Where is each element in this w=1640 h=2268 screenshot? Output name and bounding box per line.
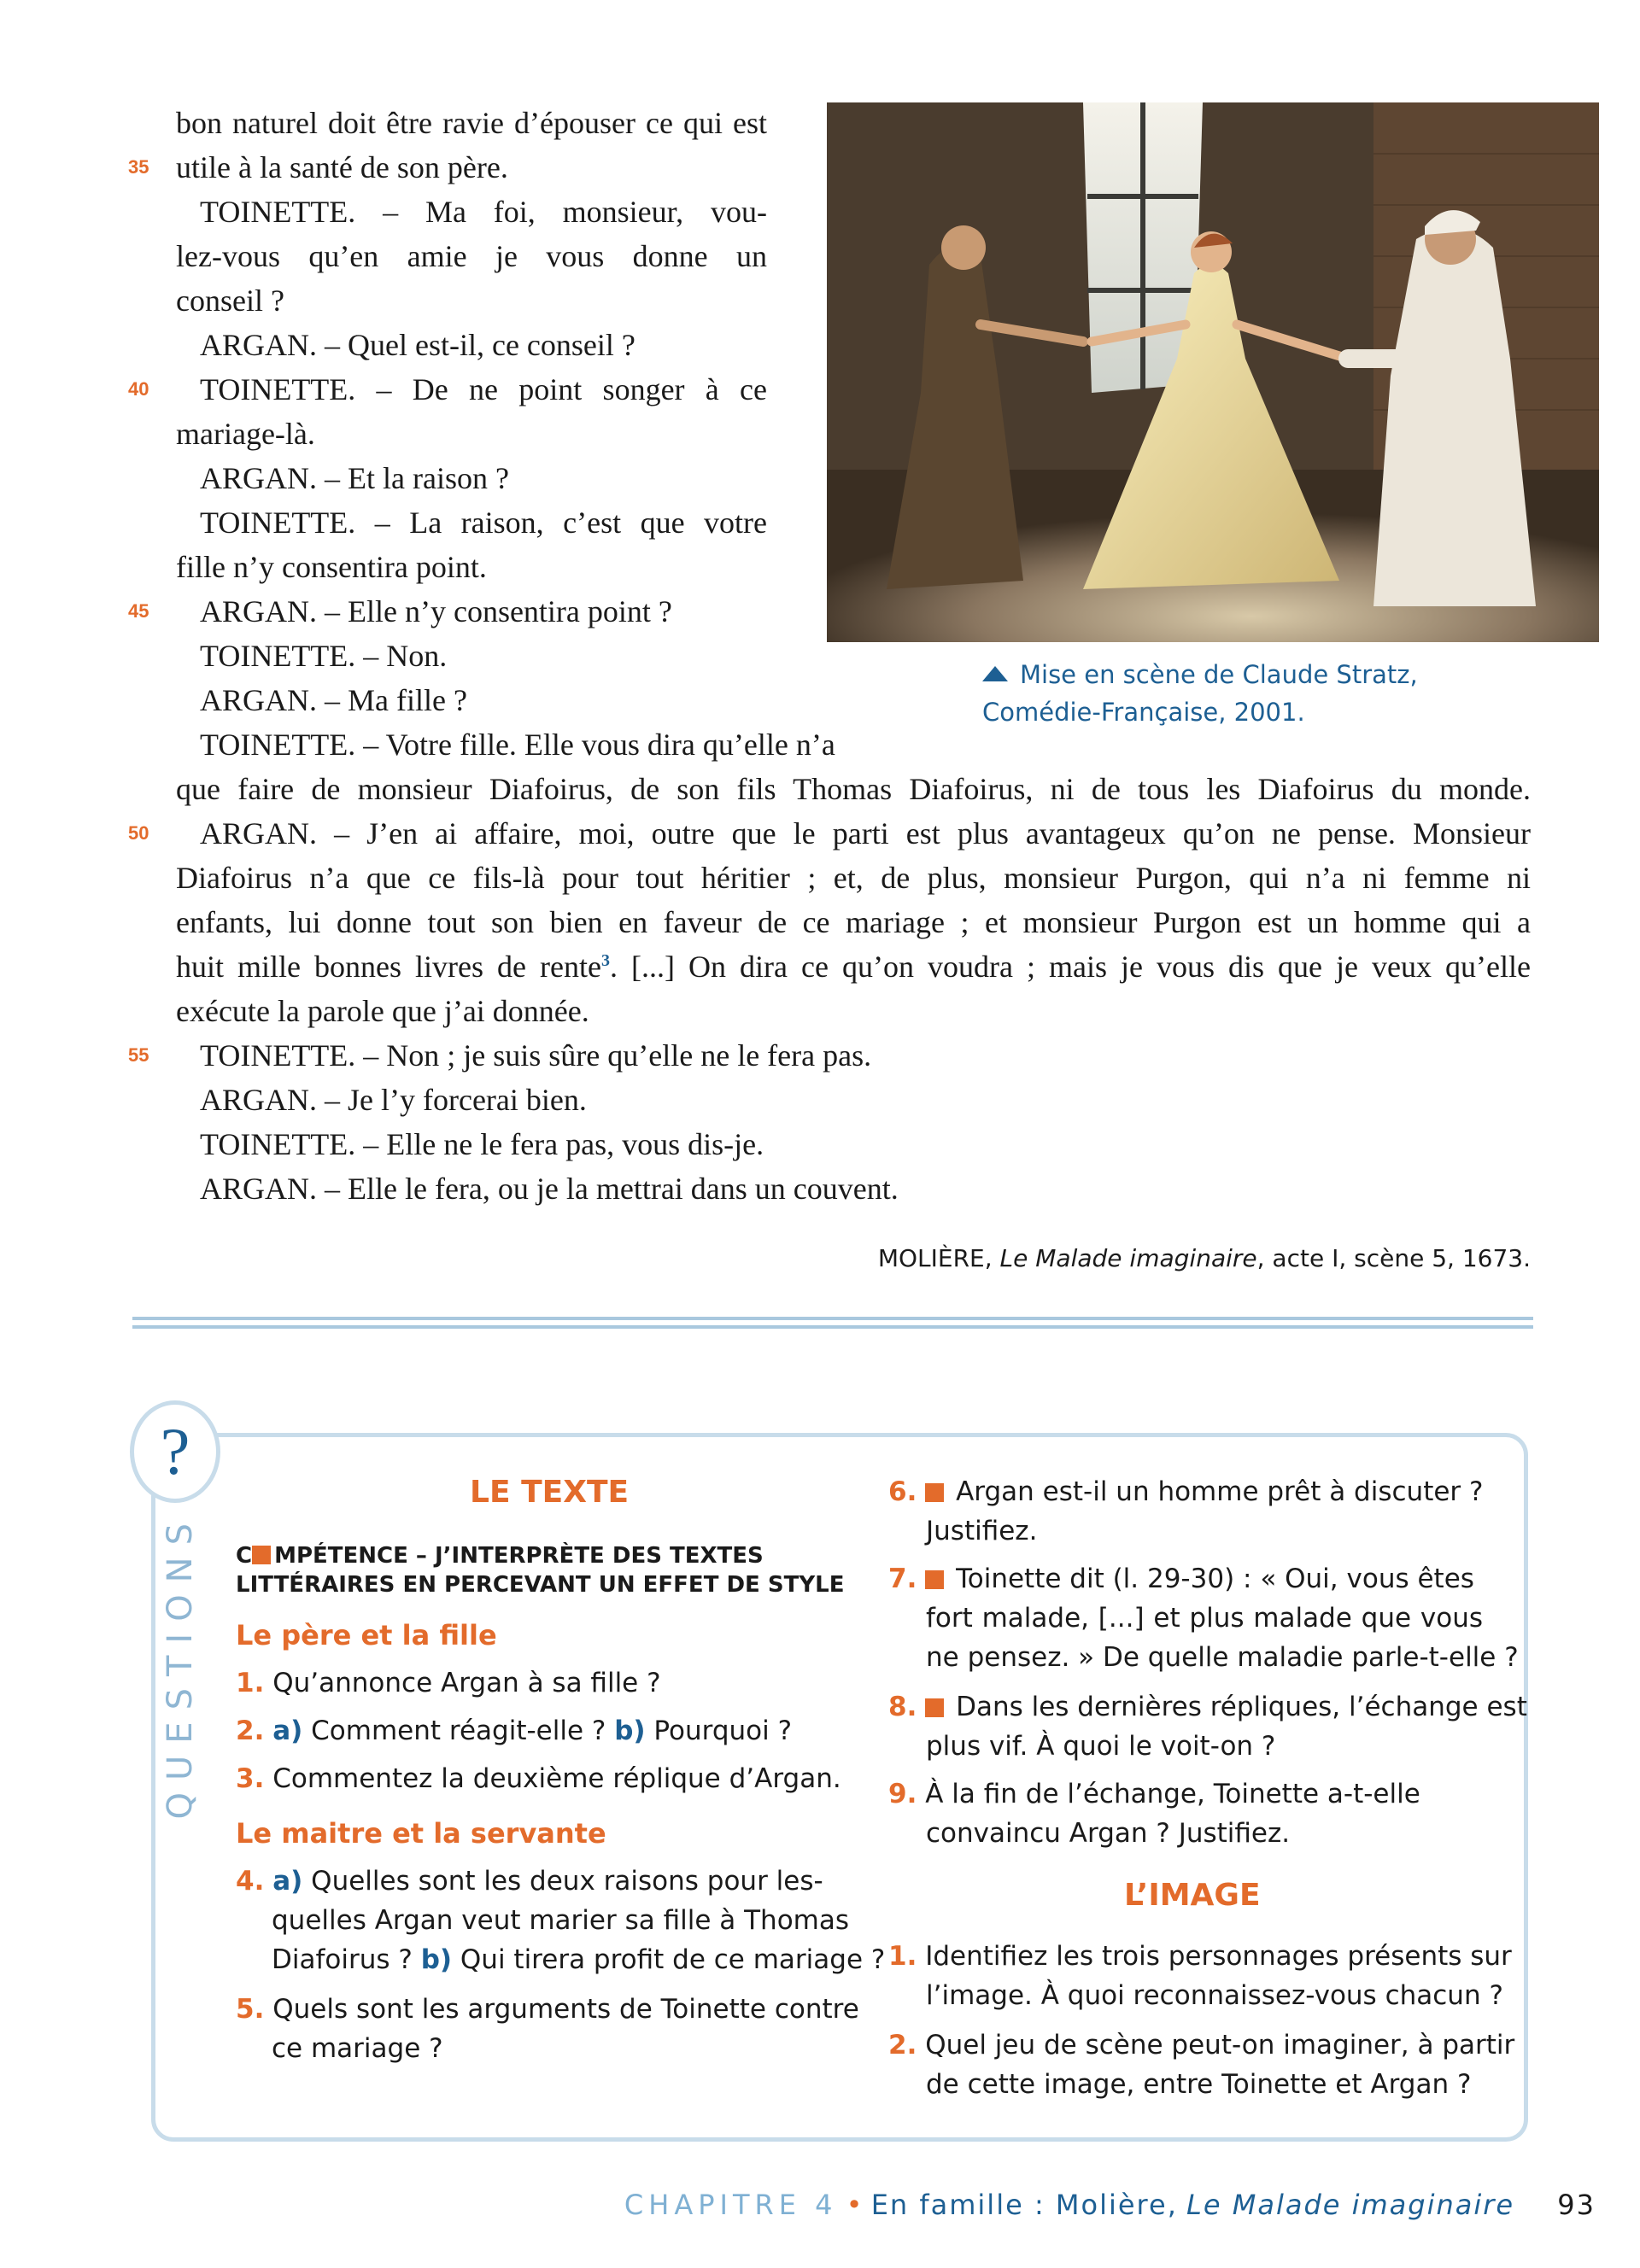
sub-marker: a) (272, 1866, 303, 1897)
divider-line (132, 1325, 1533, 1329)
question-text: Identifiez les trois personnages présents sur (925, 1941, 1512, 1972)
source-author: MOLIÈRE, (877, 1244, 993, 1272)
text-line: ARGAN. – Je l’y forcerai bien. (200, 1083, 587, 1117)
footer-family: En famille : Molière, (870, 2189, 1178, 2221)
image-question-2-line: de cette image, entre Toinette et Argan ? (926, 2069, 1472, 2100)
competence-line: LITTÉRAIRES EN PERCEVANT UN EFFET DE STYLE (236, 1572, 845, 1598)
question-number: 2. (236, 1716, 265, 1746)
question-text: Quelles sont les deux raisons pour les- (302, 1866, 823, 1897)
question-number: 7. (888, 1564, 917, 1594)
footer-work: Le Malade imaginaire (1186, 2189, 1515, 2221)
question-text: Toinette dit (l. 29-30) : « Oui, vous êtes (947, 1564, 1474, 1594)
question-number: 8. (888, 1692, 917, 1722)
text-line: fille n’y consentira point. (176, 550, 487, 584)
text-line: ARGAN. – Et la raison ? (200, 461, 509, 495)
square-icon (925, 1698, 944, 1717)
text-line: TOINETTE. – La raison, c’est que votre (200, 506, 767, 540)
sub-marker: b) (420, 1944, 453, 1975)
text-line: utile à la santé de son père. (176, 150, 508, 184)
question-text: Dans les dernières répliques, l’échange est (947, 1692, 1527, 1722)
question-7-line: fort malade, [...] et plus malade que vous (926, 1603, 1483, 1634)
page-number: 93 (1557, 2189, 1596, 2221)
square-icon (925, 1570, 944, 1589)
text-line: TOINETTE. – Votre fille. Elle vous dira qu’elle n’a (200, 728, 835, 762)
question-5-line: ce mariage ? (272, 2033, 443, 2064)
question-number: 1. (888, 1941, 917, 1972)
question-8 (888, 1687, 1527, 1727)
question-text: Qu’annonce Argan à sa fille ? (272, 1668, 661, 1698)
competence-line (236, 1542, 764, 1569)
text-line: exécute la parole que j’ai donnée. (176, 994, 589, 1028)
text-line: lez-vous qu’en amie je vous donne un (176, 239, 767, 273)
text-line: que faire de monsieur Diafoirus, de son fils Thomas Diafoirus, ni de tous les Diafoirus du monde. (176, 772, 1531, 806)
question-number: 9. (888, 1779, 917, 1809)
question-7 (888, 1559, 1474, 1599)
question-6 (888, 1472, 1483, 1511)
caption-line: Comédie-Française, 2001. (982, 698, 1305, 727)
image-question-2 (888, 2025, 1514, 2065)
question-number: 3. (236, 1763, 265, 1794)
text-fragment: huit mille bonnes livres de rente (176, 950, 601, 984)
question-4 (236, 1862, 823, 1901)
stage-photo (827, 102, 1599, 642)
text-line: ARGAN. – J’en ai affaire, moi, outre que le parti est plus avantageux qu’on ne pense. Monsieur (200, 816, 1531, 850)
question-5 (236, 1990, 859, 2029)
square-icon (252, 1546, 271, 1564)
question-text: Pourquoi ? (645, 1716, 793, 1746)
line-number: 55 (128, 1044, 149, 1066)
question-text: Diafoirus ? (272, 1944, 421, 1975)
text-line: TOINETTE. – De ne point songer à ce (200, 372, 767, 406)
question-2 (236, 1711, 792, 1751)
question-1 (236, 1663, 661, 1703)
text-line: TOINETTE. – Elle ne le fera pas, vous dis-je. (200, 1127, 764, 1161)
question-number: 6. (888, 1476, 917, 1507)
question-number: 1. (236, 1668, 265, 1698)
square-icon (925, 1483, 944, 1502)
footer-bullet: • (846, 2189, 863, 2221)
question-3 (236, 1759, 841, 1798)
page-footer (624, 2184, 1596, 2225)
text-line: TOINETTE. – Non ; je suis sûre qu’elle ne le fera pas. (200, 1038, 872, 1073)
sub-marker: b) (614, 1716, 646, 1746)
text-line: conseil ? (176, 284, 284, 318)
question-4-line: quelles Argan veut marier sa fille à Thomas (272, 1905, 850, 1936)
caption-line (982, 656, 1418, 693)
line-number: 50 (128, 822, 149, 844)
section-title-limage: L’IMAGE (1124, 1878, 1261, 1913)
source-details: , acte I, scène 5, 1673. (1256, 1244, 1531, 1272)
question-number: 2. (888, 2030, 917, 2060)
text-line: bon naturel doit être ravie d’épouser ce qui est (176, 106, 767, 140)
text-line: ARGAN. – Elle n’y consentira point ? (200, 594, 672, 628)
text-line: TOINETTE. – Non. (200, 639, 448, 673)
question-number: 5. (236, 1994, 265, 2025)
question-7-line: ne pensez. » De quelle maladie parle-t-elle ? (926, 1642, 1519, 1673)
footer-chapter: CHAPITRE 4 (624, 2189, 838, 2221)
question-mark-icon: ? (130, 1400, 220, 1503)
text-line: ARGAN. – Quel est-il, ce conseil ? (200, 328, 636, 362)
section-title-le-texte: LE TEXTE (470, 1475, 630, 1510)
stage-photo-illustration (827, 102, 1599, 642)
question-text: Quels sont les arguments de Toinette contre (272, 1994, 859, 2025)
text-line: ARGAN. – Ma fille ? (200, 683, 467, 717)
question-9 (888, 1774, 1420, 1814)
photo-caption (982, 656, 1418, 731)
competence-text: MPÉTENCE – J’INTERPRÈTE DES TEXTES (274, 1543, 764, 1569)
competence-initial: C (236, 1543, 253, 1569)
source-title: Le Malade imaginaire (999, 1244, 1257, 1272)
line-number: 35 (128, 156, 149, 178)
divider-line (132, 1317, 1533, 1320)
sub-marker: a) (272, 1716, 303, 1746)
text-line: mariage-là. (176, 417, 315, 451)
subheading-maitre-servante: Le maitre et la servante (236, 1817, 606, 1850)
text-line: Diafoirus n’a que ce fils-là pour tout héritier ; et, de plus, monsieur Purgon, qui n’a ni femme ni (176, 861, 1531, 895)
text-line: ARGAN. – Elle le fera, ou je la mettrai dans un couvent. (200, 1172, 899, 1206)
caption-text: Mise en scène de Claude Stratz, (1020, 660, 1418, 689)
triangle-up-icon (982, 666, 1008, 681)
questions-vertical-label: QUESTIONS (161, 1511, 200, 1820)
question-6-line: Justifiez. (926, 1516, 1038, 1546)
question-text: À la fin de l’échange, Toinette a-t-elle (925, 1779, 1420, 1809)
question-number: 4. (236, 1866, 265, 1897)
question-text: Argan est-il un homme prêt à discuter ? (947, 1476, 1484, 1507)
question-text: Qui tirera profit de ce mariage ? (452, 1944, 886, 1975)
image-question-1-line: l’image. À quoi reconnaissez-vous chacun ? (926, 1980, 1503, 2011)
question-9-line: convaincu Argan ? Justifiez. (926, 1818, 1291, 1849)
text-line: TOINETTE. – Ma foi, monsieur, vou- (200, 195, 767, 229)
question-4-line (272, 1940, 885, 1979)
footnote-ref[interactable]: 3 (600, 951, 610, 970)
line-number: 45 (128, 600, 149, 622)
question-text: Quel jeu de scène peut-on imaginer, à partir (925, 2030, 1515, 2060)
image-question-1 (888, 1937, 1512, 1976)
line-number: 40 (128, 378, 149, 400)
text-fragment: . [...] On dira ce qu’on voudra ; mais je vous dis que je veux qu’elle (609, 950, 1531, 984)
question-8-line: plus vif. À quoi le voit-on ? (926, 1731, 1276, 1762)
subheading-pere-fille: Le père et la fille (236, 1619, 497, 1651)
question-text: Commentez la deuxième réplique d’Argan. (272, 1763, 841, 1794)
source-citation (878, 1240, 1531, 1277)
question-text: Comment réagit-elle ? (302, 1716, 615, 1746)
text-line (176, 944, 1531, 989)
text-line: enfants, lui donne tout son bien en faveur de ce mariage ; et monsieur Purgon est un homme qui a (176, 905, 1531, 939)
